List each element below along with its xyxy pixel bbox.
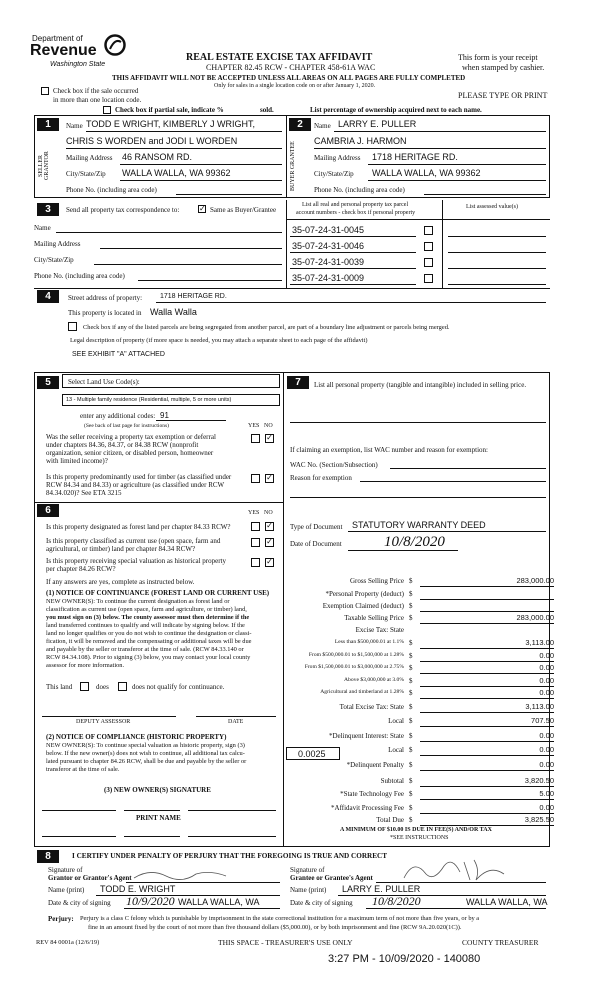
- land-use-code[interactable]: 13 - Multiple family residence (Residential, multiple, 5 or more units): [66, 397, 232, 403]
- section-4-number: 4: [37, 290, 59, 303]
- s6-q2-line-b: agricultural, or timber) land per chapter 84.34 RCW?: [46, 545, 196, 553]
- receipt-stamp: 3:27 PM - 10/09/2020 - 140080: [328, 953, 481, 965]
- tax-line-value[interactable]: 0.00: [539, 676, 554, 685]
- only-for-text: Only for sales in a single location code on or after January 1, 2020.: [214, 83, 376, 89]
- tax-line-value[interactable]: 0.00: [539, 651, 554, 660]
- grantor-signature-label-1: Signature of: [48, 866, 83, 874]
- seller-address[interactable]: 46 RANSOM RD.: [122, 152, 193, 162]
- street-address[interactable]: 1718 HERITAGE RD.: [160, 293, 227, 300]
- assessor-date-label: DATE: [228, 719, 244, 725]
- new-owner-signature-title: (3) NEW OWNER(S) SIGNATURE: [104, 786, 211, 794]
- buyer-phone-label: Phone No. (including area code): [314, 186, 405, 194]
- seller-name-label: Name: [66, 122, 83, 130]
- land-does-not-checkbox[interactable]: [118, 682, 127, 691]
- tax-line-label: Gross Selling Price: [349, 577, 404, 585]
- buyer-city-label: City/State/Zip: [314, 170, 354, 178]
- continuance-line-4: land transferred continues to qualify and will indicate by signing below. If the: [46, 622, 245, 629]
- grantor-signing-date[interactable]: 10/9/2020: [126, 894, 175, 908]
- s5-q2-line-a: Is this property predominantly used for timber (as classified under: [46, 473, 232, 481]
- send-correspondence-label: Send all property tax correspondence to:: [66, 206, 180, 214]
- section-6-number: 6: [37, 504, 59, 517]
- tax-line-value[interactable]: 3,825.50: [524, 815, 554, 824]
- tax-line-label: Subtotal: [380, 777, 404, 785]
- form-revision: REV 84 0001a (12/6/19): [36, 939, 100, 946]
- s5-q2-yes-checkbox[interactable]: [251, 474, 260, 483]
- land-use-label: Select Land Use Code(s):: [68, 378, 140, 386]
- s6-q1-yes-checkbox[interactable]: [251, 522, 260, 531]
- tax-line-value[interactable]: 3,820.50: [524, 776, 554, 785]
- buyer-city[interactable]: WALLA WALLA, WA 99362: [372, 168, 481, 178]
- tax-line-dollar-sign: $: [409, 732, 413, 740]
- buyer-name-label: Name: [314, 122, 331, 130]
- seller-city[interactable]: WALLA WALLA, WA 99362: [122, 168, 231, 178]
- continuance-line-6: fication, it will be removed and the compensating or additional taxes will be due: [46, 638, 252, 645]
- buyer-address-label: Mailing Address: [314, 154, 361, 162]
- certify-statement: I CERTIFY UNDER PENALTY OF PERJURY THAT THE FOREGOING IS TRUE AND CORRECT: [72, 852, 387, 860]
- tax-line-dollar-sign: $: [409, 703, 413, 711]
- tax-line-label: Exemption Claimed (deduct): [322, 602, 404, 610]
- s6-q2-yes-checkbox[interactable]: [251, 538, 260, 547]
- segregated-label: Check box if any of the listed parcels are being segregated from another parcel, are part of a boundary line adjustment or parcels being merged.: [83, 324, 450, 331]
- corr-address-label: Mailing Address: [34, 240, 81, 248]
- s5-q2-line-c: 84.34.020)? See ETA 3215: [46, 489, 122, 497]
- grantee-name-label: Name (print): [290, 886, 327, 894]
- tax-line-value[interactable]: 283,000.00: [516, 613, 554, 622]
- tax-line-label: Taxable Selling Price: [344, 614, 404, 622]
- tax-line-value[interactable]: 5.00: [539, 789, 554, 798]
- located-in-label: This property is located in: [68, 309, 142, 317]
- please-type-text: PLEASE TYPE OR PRINT: [458, 91, 548, 100]
- s5-q1-line-c: organization, senior citizen, or disabled person, homeowner: [46, 449, 214, 457]
- tax-line-label: Above $3,000,000 at 3.0%: [344, 677, 404, 683]
- s6-q1-no-checkbox[interactable]: ✓: [266, 521, 273, 530]
- continuance-line-3: you must sign on (3) below. The county assessor must then determine if the: [46, 614, 250, 621]
- tax-line-dollar-sign: $: [409, 677, 413, 685]
- s5-q2-line-b: RCW 84.34 and 84.33) or agriculture (as classified under RCW: [46, 481, 225, 489]
- document-type-label: Type of Document: [290, 523, 343, 531]
- partial-sale-label: Check box if partial sale, indicate %: [115, 106, 224, 114]
- s5-q1-line-a: Was the seller receiving a property tax exemption or deferral: [46, 433, 216, 441]
- s5-q1-line-b: under chapters 84.36, 84.37, or 84.38 RCW (nonprofit: [46, 441, 199, 449]
- tax-line-label: From $1,500,000.01 to $3,000,000 at 2.75%: [304, 664, 404, 670]
- perjury-line-2: fine in an amount fixed by the court of not more than five thousand dollars ($5,000.00), or by both imprisonment and fine (RCW 9A.20.020(1C)).: [88, 924, 462, 931]
- minimum-fee-note: A MINIMUM OF $10.00 IS DUE IN FEE(S) AND/OR TAX: [340, 827, 492, 833]
- grantee-signature-label-1: Signature of: [290, 866, 325, 874]
- seller-name-2[interactable]: CHRIS S WORDEN and JODI L WORDEN: [66, 136, 238, 146]
- dept-of-label: Department of: [32, 34, 83, 43]
- tax-line-dollar-sign: $: [409, 590, 413, 598]
- continuance-title: (1) NOTICE OF CONTINUANCE (FOREST LAND OR CURRENT USE): [46, 589, 270, 597]
- s6-q2-no-checkbox[interactable]: ✓: [266, 537, 273, 546]
- additional-codes[interactable]: 91: [160, 411, 169, 420]
- form-chapter: CHAPTER 82.45 RCW - CHAPTER 458-61A WAC: [206, 63, 376, 72]
- parcel-number-1[interactable]: 35-07-24-31-0045: [292, 225, 365, 235]
- multi-location-checkbox[interactable]: [41, 87, 49, 95]
- s5-q1-yes-checkbox[interactable]: [251, 434, 260, 443]
- claiming-exemption-label: If claiming an exemption, list WAC number and reason for exemption:: [290, 446, 488, 454]
- corr-phone-label: Phone No. (including area code): [34, 272, 125, 280]
- wac-no-label: WAC No. (Section/Subsection): [290, 461, 378, 469]
- compliance-line-3: lated pursuant to chapter 84.26 RCW, shall be due and payable by the seller or: [46, 758, 247, 765]
- tax-line-label: *State Technology Fee: [340, 790, 404, 798]
- continuance-line-9: assessor for more information.: [46, 662, 125, 669]
- tax-line-label: *Delinquent Penalty: [346, 761, 404, 769]
- print-name-label: PRINT NAME: [136, 814, 181, 822]
- tax-line-value[interactable]: 0.00: [539, 803, 554, 812]
- grantee-date-label: Date & city of signing: [290, 899, 353, 907]
- document-date[interactable]: 10/8/2020: [384, 534, 445, 550]
- land-does-label: does: [96, 683, 109, 691]
- revenue-logo-icon: [104, 34, 126, 56]
- form-title: REAL ESTATE EXCISE TAX AFFIDAVIT: [186, 52, 373, 63]
- corr-name-label: Name: [34, 224, 51, 232]
- tax-line-label: Local: [388, 746, 404, 754]
- reason-exemption-label: Reason for exemption: [290, 474, 352, 482]
- grantee-signature-scribble: [400, 854, 510, 884]
- partial-sale-checkbox[interactable]: [103, 106, 111, 114]
- s5-q1-line-d: with limited income)?: [46, 457, 108, 465]
- tax-line-label: Total Excise Tax: State: [339, 703, 404, 711]
- parcel-2-checkbox[interactable]: [424, 242, 433, 251]
- tax-line-dollar-sign: $: [409, 689, 413, 697]
- tax-line-label: *Personal Property (deduct): [325, 590, 404, 598]
- notice-text: THIS AFFIDAVIT WILL NOT BE ACCEPTED UNLESS ALL AREAS ON ALL PAGES ARE FULLY COMPLETED: [112, 74, 466, 82]
- corr-city-label: City/State/Zip: [34, 256, 74, 264]
- section-5-number: 5: [37, 376, 59, 389]
- tax-line-value[interactable]: 3,113.00: [525, 702, 554, 711]
- tax-line-value[interactable]: 283,000.00: [516, 576, 554, 585]
- grantor-signature-scribble: [130, 864, 230, 884]
- tax-line-label: Local: [388, 717, 404, 725]
- tax-line-label: Total Due: [376, 816, 404, 824]
- s6-q3-line-a: Is this property receiving special valuation as historical property: [46, 557, 227, 565]
- perjury-line-1: Perjury is a class C felony which is punishable by imprisonment in the state correctional institution for a maximum term of not more than five years, or by a: [80, 915, 480, 922]
- continuance-line-7: and payable by the seller or transferor at the time of sale. (RCW 84.33.140 or: [46, 646, 244, 653]
- seller-phone-label: Phone No. (including area code): [66, 186, 157, 194]
- grantee-signing-city[interactable]: WALLA WALLA, WA: [466, 897, 548, 907]
- tax-line-dollar-sign: $: [409, 639, 413, 647]
- buyer-name-1[interactable]: LARRY E. PULLER: [338, 119, 417, 129]
- grantor-printed-name[interactable]: TODD E. WRIGHT: [100, 884, 176, 894]
- if-yes-label: If any answers are yes, complete as instructed below.: [46, 578, 195, 586]
- state-label: Washington State: [50, 61, 106, 68]
- compliance-line-1: NEW OWNER(S): To continue special valuation as historic property, sign (3): [46, 742, 245, 749]
- s5-yes-header: YES: [248, 423, 260, 429]
- tax-line-value[interactable]: 0.00: [539, 760, 554, 769]
- county-treasurer-label: COUNTY TREASURER: [462, 938, 539, 947]
- grantor-signing-city[interactable]: WALLA WALLA, WA: [178, 897, 260, 907]
- tax-line-value[interactable]: 707.50: [531, 716, 554, 725]
- compliance-line-4: transferor at the time of sale.: [46, 766, 120, 773]
- street-address-label: Street address of property:: [68, 294, 143, 302]
- tax-line-dollar-sign: $: [409, 777, 413, 785]
- grantee-signature-label-2: Grantee or Grantee's Agent: [290, 874, 373, 882]
- grantee-printed-name[interactable]: LARRY E. PULLER: [342, 884, 421, 894]
- section-3-number: 3: [37, 203, 59, 216]
- section-7-number: 7: [287, 376, 309, 389]
- tax-line-dollar-sign: $: [409, 577, 413, 585]
- multi-location-label-2: in more than one location code.: [53, 96, 142, 104]
- tax-line-value[interactable]: 3,113.00: [525, 638, 554, 647]
- land-does-not-label: does not qualify for continuance.: [132, 683, 225, 691]
- buyer-name-2[interactable]: CAMBRIA J. HARMON: [314, 136, 407, 146]
- legal-description-value[interactable]: SEE EXHIBIT "A" ATTACHED: [72, 351, 165, 358]
- s6-yes-header: YES: [248, 510, 260, 516]
- seller-address-label: Mailing Address: [66, 154, 113, 162]
- receipt-line-1: This form is your receipt: [458, 53, 538, 62]
- parcel-4-checkbox[interactable]: [424, 274, 433, 283]
- buyer-side-label: BUYER GRANTEE: [290, 141, 296, 191]
- s6-q3-no-checkbox[interactable]: ✓: [266, 557, 273, 566]
- tax-line-value[interactable]: 0.00: [539, 688, 554, 697]
- grantor-date-label: Date & city of signing: [48, 899, 111, 907]
- tax-line-dollar-sign: $: [409, 664, 413, 672]
- tax-line-dollar-sign: $: [409, 816, 413, 824]
- segregated-checkbox[interactable]: [68, 322, 77, 331]
- tax-line-dollar-sign: $: [409, 717, 413, 725]
- continuance-line-2: classification as current use (open space, farm and agriculture, or timber) land,: [46, 606, 247, 613]
- section-8-number: 8: [37, 850, 59, 863]
- s5-no-header: NO: [264, 423, 273, 429]
- tax-line-dollar-sign: $: [409, 652, 413, 660]
- seller-name-1[interactable]: TODD E WRIGHT, KIMBERLY J WRIGHT,: [86, 119, 256, 129]
- parcel-1-checkbox[interactable]: [424, 226, 433, 235]
- parcel-header-1: List all real and personal property tax parcel: [302, 202, 409, 208]
- tax-line-dollar-sign: $: [409, 804, 413, 812]
- tax-line-value[interactable]: 0.00: [539, 745, 554, 754]
- tax-line-label: *Delinquent Interest: State: [328, 732, 404, 740]
- see-back-label: (See back of last page for instructions): [84, 423, 169, 429]
- buyer-address[interactable]: 1718 HERITAGE RD.: [372, 152, 458, 162]
- s6-q3-yes-checkbox[interactable]: [251, 558, 260, 567]
- tax-line-label: Excise Tax: State: [355, 626, 404, 634]
- grantee-signing-date[interactable]: 10/8/2020: [372, 894, 421, 908]
- list-percentage-label: List percentage of ownership acquired next to each name.: [310, 106, 482, 114]
- multi-location-label-1: Check box if the sale occurred: [53, 87, 139, 95]
- deputy-assessor-label: DEPUTY ASSESSOR: [76, 719, 131, 725]
- same-as-buyer-checkbox[interactable]: ✓: [199, 204, 206, 213]
- treasurer-use-label: THIS SPACE - TREASURER'S USE ONLY: [218, 938, 353, 947]
- parcel-number-4[interactable]: 35-07-24-31-0009: [292, 273, 365, 283]
- receipt-line-2: when stamped by cashier.: [462, 63, 545, 72]
- legal-description-label: Legal description of property (if more space is needed, you may attach a separate sheet to each page of the affidavit): [70, 337, 368, 344]
- s5-q1-no-checkbox[interactable]: ✓: [266, 433, 273, 442]
- tax-line-label: Less than $500,000.01 at 1.1%: [334, 639, 404, 645]
- s5-q2-no-checkbox[interactable]: ✓: [266, 473, 273, 482]
- document-date-label: Date of Document: [290, 540, 342, 548]
- tax-line-dollar-sign: $: [409, 614, 413, 622]
- additional-codes-label: enter any additional codes:: [80, 412, 156, 420]
- personal-property-label: List all personal property (tangible and intangible) included in selling price.: [314, 381, 527, 389]
- section-1-number: 1: [37, 118, 59, 131]
- this-land-label: This land: [46, 683, 73, 691]
- parcel-number-3[interactable]: 35-07-24-31-0039: [292, 257, 365, 267]
- document-type[interactable]: STATUTORY WARRANTY DEED: [352, 520, 486, 530]
- same-as-buyer-label: Same as Buyer/Grantee: [210, 206, 277, 214]
- see-instructions-note: *SEE INSTRUCTIONS: [390, 835, 449, 841]
- compliance-line-2: below. If the new owner(s) does not wish to continue, all additional tax calcu-: [46, 750, 245, 757]
- land-does-checkbox[interactable]: [80, 682, 89, 691]
- perjury-label: Perjury:: [48, 915, 74, 923]
- sold-label: sold.: [260, 106, 274, 114]
- tax-line-label: *Affidavit Processing Fee: [331, 804, 404, 812]
- s6-q2-line-a: Is this property classified as current use (open space, farm and: [46, 537, 221, 545]
- parcel-3-checkbox[interactable]: [424, 258, 433, 267]
- s6-no-header: NO: [264, 510, 273, 516]
- seller-city-label: City/State/Zip: [66, 170, 106, 178]
- s6-q1-label: Is this property designated as forest land per chapter 84.33 RCW?: [46, 523, 231, 531]
- tax-line-dollar-sign: $: [409, 602, 413, 610]
- tax-line-dollar-sign: $: [409, 746, 413, 754]
- compliance-title: (2) NOTICE OF COMPLIANCE (HISTORIC PROPERTY): [46, 733, 227, 741]
- continuance-line-8: RCW 84.34.108). Prior to signing (3) below, you may contact your local county: [46, 654, 251, 661]
- tax-line-label: Agricultural and timberland at 1.28%: [320, 689, 404, 695]
- parcel-number-2[interactable]: 35-07-24-31-0046: [292, 241, 365, 251]
- assessed-value-header: List assessed value(s): [466, 204, 518, 210]
- seller-side-label: SELLER GRANTOR: [38, 151, 50, 181]
- grantor-signature-label-2: Grantor or Grantor's Agent: [48, 874, 132, 882]
- continuance-line-5: land no longer qualifies or you do not wish to continue the designation or classi-: [46, 630, 252, 637]
- tax-line-label: From $500,000.01 to $1,500,000 at 1.28%: [308, 652, 404, 658]
- local-tax-rate[interactable]: 0.0025: [298, 749, 326, 759]
- tax-line-dollar-sign: $: [409, 790, 413, 798]
- revenue-logo-text: Revenue: [30, 42, 97, 59]
- continuance-line-1: NEW OWNER(S): To continue the current designation as forest land or: [46, 598, 230, 605]
- located-in-value[interactable]: Walla Walla: [150, 307, 197, 317]
- tax-line-value[interactable]: 0.00: [539, 663, 554, 672]
- section-2-number: 2: [289, 118, 311, 131]
- tax-line-dollar-sign: $: [409, 761, 413, 769]
- parcel-header-2: account numbers - check box if personal property: [296, 210, 416, 216]
- grantor-name-label: Name (print): [48, 886, 85, 894]
- tax-line-value[interactable]: 0.00: [539, 731, 554, 740]
- s6-q3-line-b: per chapter 84.26 RCW?: [46, 565, 116, 573]
